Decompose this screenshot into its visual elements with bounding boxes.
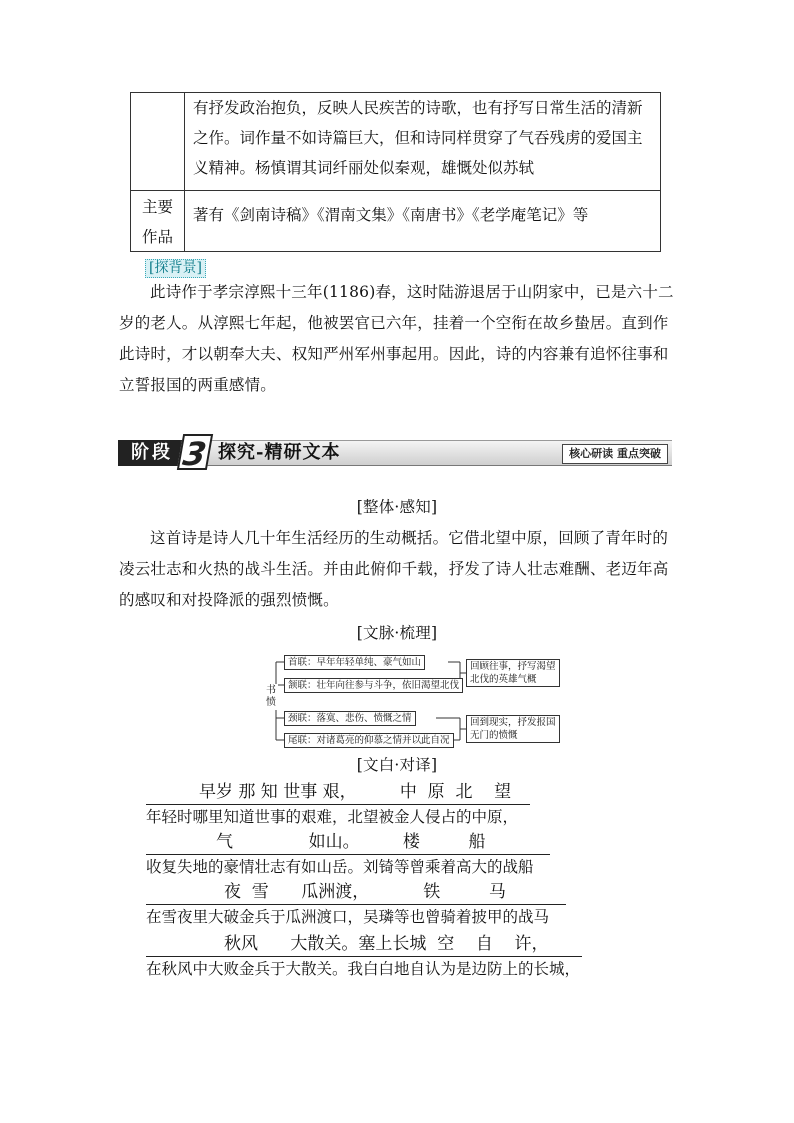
diagram-root: 书 愤: [266, 685, 276, 708]
paragraph-line: 立誓报国的两重感情。: [119, 376, 277, 394]
background-paragraph: [119, 277, 674, 401]
author-description: [193, 93, 659, 183]
diagram-item: 尾联：对诸葛亮的仰慕之情并以此自况: [284, 733, 454, 748]
paragraph-line: 此诗作于孝宗淳熙十三年(1186)春，这时陆游退居于山阴家中，已是六十二: [150, 283, 674, 301]
original-line: 气 如山。 楼 船: [216, 832, 486, 852]
description-line: 义精神。杨慎谓其词纤丽处似秦观，雄慨处似苏轼: [193, 159, 535, 177]
stage-title: 探究-精研文本: [218, 442, 341, 463]
translation-line: 在雪夜里大破金兵于瓜洲渡口，吴璘等也曾骑着披甲的战马: [146, 908, 550, 926]
diagram-item: 颔联：壮年向往参与斗争，依旧渴望北伐: [284, 678, 463, 693]
original-line: 秋风 大散关。塞上长城 空 自 许，: [224, 934, 549, 954]
translation-heading: [文白·对译]: [356, 756, 438, 774]
underline: [146, 904, 566, 905]
underline: [146, 854, 550, 855]
background-tag-wrap: [145, 257, 206, 278]
description-line: 有抒发政治抱负，反映人民疾苦的诗歌，也有抒写日常生活的清新: [193, 99, 643, 117]
original-line: 夜 雪 瓜洲渡， 铁 马: [224, 882, 506, 902]
table-divider-vertical: [184, 93, 185, 251]
structure-heading: [文脉·梳理]: [356, 624, 438, 642]
background-tag: [探背景]: [145, 259, 206, 278]
diagram-summary: 回顾往事，抒写渴望 北伐的英雄气概: [466, 659, 560, 687]
paragraph-line: 此诗时，才以朝奉大夫、权知严州军州事起用。因此，诗的内容兼有追怀往事和: [119, 345, 669, 363]
overall-heading: [整体·感知]: [356, 498, 438, 516]
diagram-item: 首联：早年年轻单纯、豪气如山: [284, 655, 425, 670]
overall-paragraph: [119, 523, 669, 616]
diagram-summary: 回到现实，抒发报国 无门的愤慨: [466, 715, 560, 743]
description-line: 之作。词作量不如诗篇巨大，但和诗同样贯穿了气吞残虏的爱国主: [193, 129, 643, 147]
stage-word: 阶段: [118, 440, 186, 466]
original-line: 早岁 那 知 世事 艰， 中 原 北 望: [199, 782, 512, 802]
stage-subtitle-badge: 核心研读 重点突破: [562, 444, 668, 464]
paragraph-line: 的感叹和对投降派的强烈愤慨。: [119, 591, 339, 609]
paragraph-line: 岁的老人。从淳熙七年起，他被罢官已六年，挂着一个空衔在故乡蛰居。直到作: [119, 314, 669, 332]
paragraph-line: 凌云壮志和火热的战斗生活。并由此俯仰千载，抒发了诗人壮志难酬、老迈年高: [119, 560, 669, 578]
structure-diagram: [262, 652, 562, 748]
translation-line: 收复失地的豪情壮志有如山岳。刘锜等曾乘着高大的战船: [146, 858, 534, 876]
main-works-text: 著有《剑南诗稿》《渭南文集》《南唐书》《老学庵笔记》等: [193, 206, 589, 224]
author-info-table: [130, 92, 661, 252]
translation-line: 在秋风中大败金兵于大散关。我白白地自认为是边防上的长城，: [146, 960, 581, 978]
translation-line: 年轻时哪里知道世事的艰难，北望被金人侵占的中原，: [146, 808, 519, 826]
table-divider-horizontal: [131, 190, 660, 191]
underline: [146, 956, 582, 957]
main-works-label: 主要 作品: [141, 198, 173, 246]
stage-number: 3: [177, 434, 213, 470]
underline: [146, 804, 530, 805]
stage-banner: [118, 435, 672, 473]
paragraph-line: 这首诗是诗人几十年生活经历的生动概括。它借北望中原，回顾了青年时的: [150, 529, 669, 547]
diagram-item: 颈联：落寞、悲伤、愤慨之情: [284, 711, 416, 726]
